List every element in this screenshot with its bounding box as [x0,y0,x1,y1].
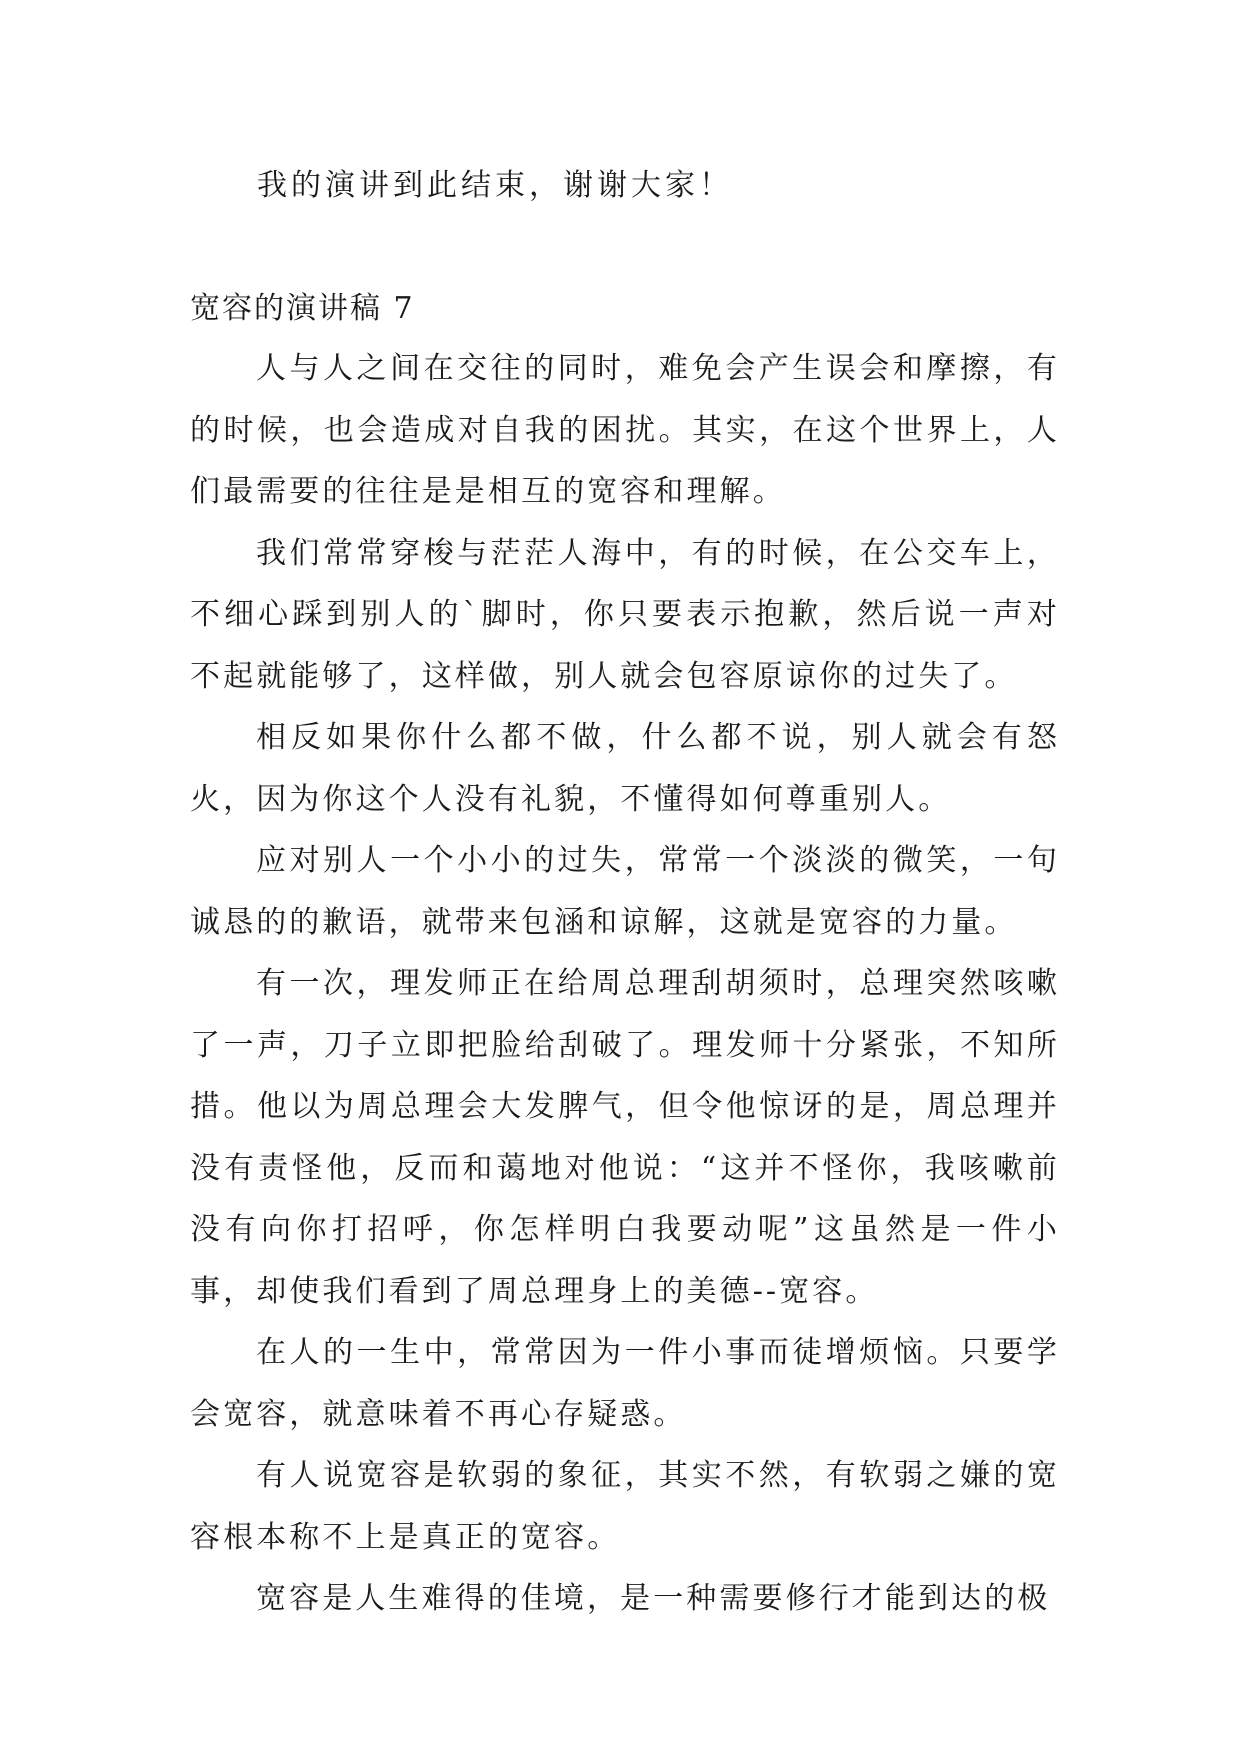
paragraph: 有人说宽容是软弱的象征，其实不然，有软弱之嫌的宽容根本称不上是真正的宽容。 [190,1458,1060,1555]
paragraph: 我们常常穿梭与茫茫人海中，有的时候，在公交车上，不细心踩到别人的`脚时，你只要表示抱歉，然后说一声对不起就能够了，这样做，别人就会包容原谅你的过失了。 [190,535,1060,694]
paragraph: 相反如果你什么都不做，什么都不说，别人就会有怒火，因为你这个人没有礼貌，不懂得如何尊重别人。 [190,720,1060,817]
paragraph: 有一次，理发师正在给周总理刮胡须时，总理突然咳嗽了一声，刀子立即把脸给刮破了。理发师十分紧张，不知所措。他以为周总理会大发脾气，但令他惊讶的是，周总理并没有责怪他，反而和蔼地对他说：“这并不怪你，我咳嗽前没有向你打招呼，你怎样明白我要动呢”这虽然是一件小事，却使我们看到了周总理身上的美德--宽容。 [190,966,1060,1309]
paragraph: 宽容是人生难得的佳境，是一种需要修行才能到达的极 [256,1581,1051,1616]
section-title: 宽容的演讲稿 7 [190,291,415,326]
paragraph: 应对别人一个小小的过失，常常一个淡淡的微笑，一句诚恳的的歉语，就带来包涵和谅解，这就是宽容的力量。 [190,843,1060,940]
closing-line: 我的演讲到此结束，谢谢大家！ [257,168,733,203]
paragraph: 人与人之间在交往的同时，难免会产生误会和摩擦，有的时候，也会造成对自我的困扰。其实，在这个世界上，人们最需要的往往是是相互的宽容和理解。 [190,351,1060,509]
paragraph: 在人的一生中，常常因为一件小事而徒增烦恼。只要学会宽容，就意味着不再心存疑惑。 [190,1335,1060,1432]
speech-body [190,338,1060,1630]
